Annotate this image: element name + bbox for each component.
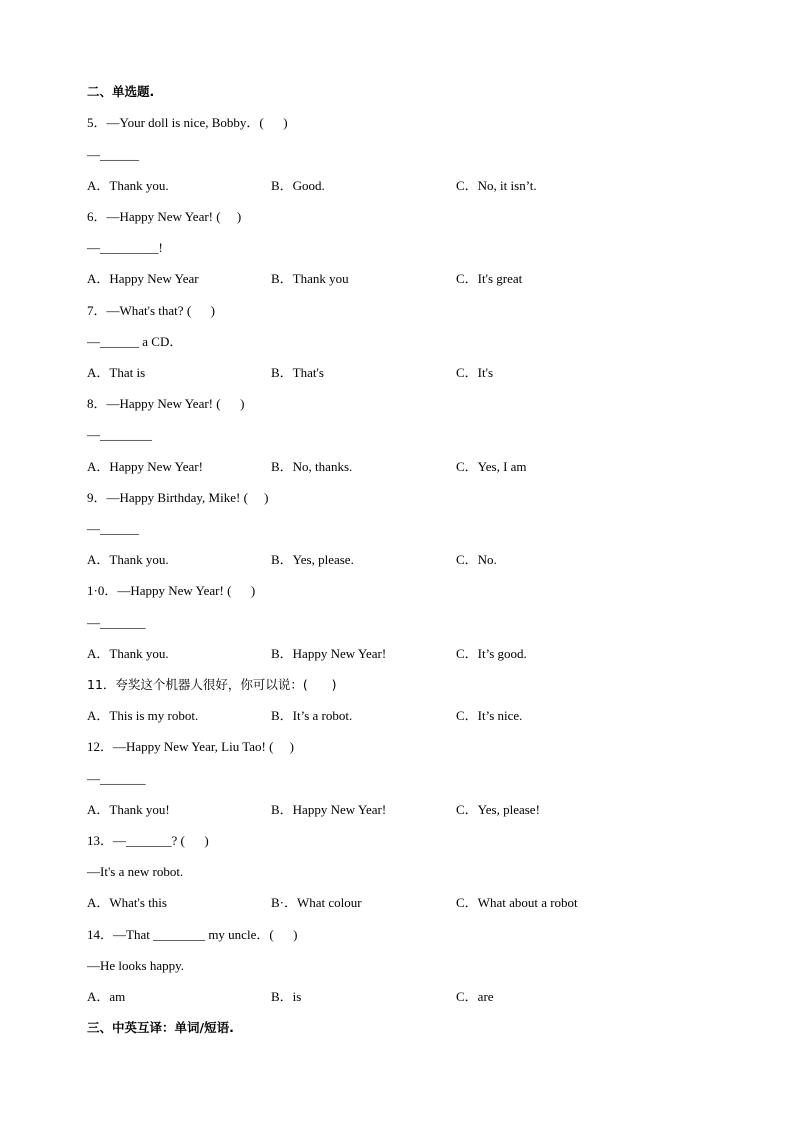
question-12-response: —_______ — [87, 771, 146, 786]
question-14-prompt: 14．—That ________ my uncle．( ) — [87, 927, 298, 942]
question-8-option-b[interactable]: B．No, thanks. — [271, 459, 353, 474]
question-7-option-b[interactable]: B．That's — [271, 365, 324, 380]
question-14-option-b[interactable]: B．is — [271, 989, 302, 1004]
question-7-response: —______ a CD． — [87, 334, 183, 349]
section-title-translation: 三、中英互译：单词/短语. — [87, 1020, 234, 1035]
question-11-option-a[interactable]: A．This is my robot. — [87, 708, 199, 723]
question-11-option-b[interactable]: B．It’s a robot. — [271, 708, 353, 723]
question-13-option-b[interactable]: B·．What colour — [271, 895, 362, 910]
question-6-option-b[interactable]: B．Thank you — [271, 271, 349, 286]
question-10-prompt: 1·0．—Happy New Year! ( ) — [87, 583, 256, 598]
question-12-option-b[interactable]: B．Happy New Year! — [271, 802, 387, 817]
question-9-option-a[interactable]: A．Thank you. — [87, 552, 169, 567]
question-7-prompt: 7．—What's that? ( ) — [87, 303, 215, 318]
question-10-option-b[interactable]: B．Happy New Year! — [271, 646, 387, 661]
question-8-response: —________ — [87, 427, 152, 442]
question-6-response: —_________! — [87, 240, 163, 255]
question-10-option-a[interactable]: A．Thank you. — [87, 646, 169, 661]
question-8-prompt: 8．—Happy New Year! ( ) — [87, 396, 245, 411]
question-14-option-c[interactable]: C．are — [456, 989, 494, 1004]
question-13-prompt: 13．—_______? ( ) — [87, 833, 209, 848]
section-title-single-choice: 二、单选题. — [87, 84, 155, 99]
question-10-option-c[interactable]: C．It’s good. — [456, 646, 527, 661]
question-11-option-c[interactable]: C．It’s nice. — [456, 708, 523, 723]
question-12-option-a[interactable]: A．Thank you! — [87, 802, 170, 817]
question-7-option-a[interactable]: A．That is — [87, 365, 146, 380]
question-6-option-a[interactable]: A．Happy New Year — [87, 271, 199, 286]
question-9-option-b[interactable]: B．Yes, please. — [271, 552, 354, 567]
question-12-option-c[interactable]: C．Yes, please! — [456, 802, 540, 817]
question-5-response: —______ — [87, 147, 139, 162]
question-10-response: —_______ — [87, 615, 146, 630]
question-5-option-c[interactable]: C．No, it isn’t. — [456, 178, 537, 193]
question-9-option-c[interactable]: C．No. — [456, 552, 497, 567]
question-5-option-b[interactable]: B．Good. — [271, 178, 325, 193]
question-7-option-c[interactable]: C．It's — [456, 365, 494, 380]
question-6-prompt: 6．—Happy New Year! ( ) — [87, 209, 242, 224]
question-5-prompt: 5．—Your doll is nice, Bobby．( ) — [87, 115, 288, 130]
question-9-prompt: 9．—Happy Birthday, Mike! ( ) — [87, 490, 269, 505]
question-13-option-a[interactable]: A．What's this — [87, 895, 167, 910]
question-5-option-a[interactable]: A．Thank you. — [87, 178, 169, 193]
question-13-option-c[interactable]: C．What about a robot — [456, 895, 578, 910]
question-9-response: —______ — [87, 521, 139, 536]
question-8-option-a[interactable]: A．Happy New Year! — [87, 459, 203, 474]
question-8-option-c[interactable]: C．Yes, I am — [456, 459, 527, 474]
question-14-response: —He looks happy. — [87, 958, 185, 973]
question-14-option-a[interactable]: A．am — [87, 989, 126, 1004]
question-6-option-c[interactable]: C．It's great — [456, 271, 523, 286]
question-11-prompt: 11．夸奖这个机器人很好，你可以说：( ) — [87, 677, 337, 692]
question-12-prompt: 12．—Happy New Year, Liu Tao! ( ) — [87, 739, 295, 754]
question-13-response: —It's a new robot. — [87, 864, 184, 879]
